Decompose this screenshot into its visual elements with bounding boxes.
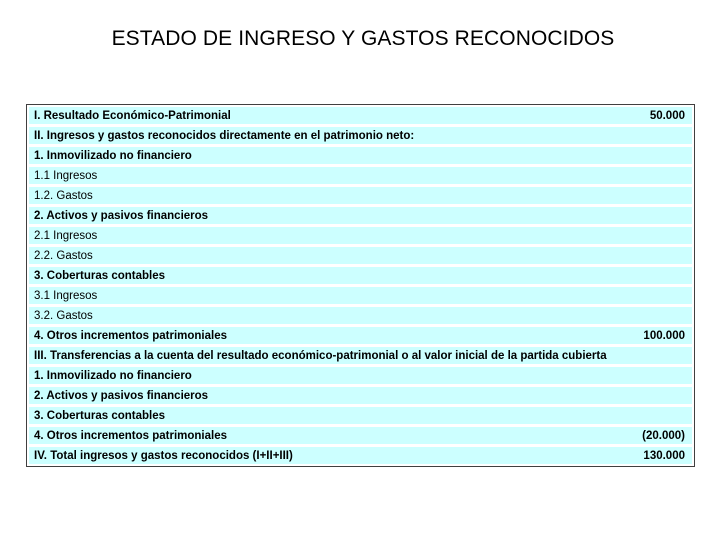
- row-label: 1. Inmovilizado no financiero: [34, 369, 192, 382]
- row-label: 3.1 Ingresos: [34, 289, 98, 302]
- table-row: [29, 227, 692, 244]
- table-row: [29, 147, 692, 164]
- row-value: 100.000: [643, 329, 685, 342]
- row-label: 4. Otros incrementos patrimoniales: [34, 329, 228, 342]
- row-value: 130.000: [643, 449, 685, 462]
- row-label: IV. Total ingresos y gastos reconocidos (I+II+III): [34, 449, 293, 462]
- table-row: [29, 267, 692, 284]
- row-label: II. Ingresos y gastos reconocidos directamente en el patrimonio neto:: [34, 129, 415, 142]
- row-label: 1.2. Gastos: [34, 189, 93, 202]
- table-row: [29, 307, 692, 324]
- row-value: (20.000): [642, 429, 685, 442]
- table-row: [29, 387, 692, 404]
- row-label: 3. Coberturas contables: [34, 409, 166, 422]
- table-row: [29, 327, 692, 344]
- row-label: 4. Otros incrementos patrimoniales: [34, 429, 228, 442]
- table-row: [29, 427, 692, 444]
- table-row: [29, 167, 692, 184]
- row-label: 3. Coberturas contables: [34, 269, 166, 282]
- row-label: 3.2. Gastos: [34, 309, 93, 322]
- table-row: [29, 367, 692, 384]
- table-row: [29, 107, 692, 124]
- page-title: ESTADO DE INGRESO Y GASTOS RECONOCIDOS: [111, 27, 615, 50]
- table-row: [29, 347, 692, 364]
- row-label: III. Transferencias a la cuenta del resultado económico-patrimonial o al valor inicial de la partida cubierta: [34, 349, 607, 362]
- row-label: 1.1 Ingresos: [34, 169, 98, 182]
- row-label: 2. Activos y pasivos financieros: [34, 209, 209, 222]
- table-row: [29, 447, 692, 464]
- table-row: [29, 127, 692, 144]
- table-row: [29, 207, 692, 224]
- table-row: [29, 247, 692, 264]
- row-label: 2.1 Ingresos: [34, 229, 98, 242]
- row-label: 2.2. Gastos: [34, 249, 93, 262]
- row-label: 2. Activos y pasivos financieros: [34, 389, 209, 402]
- row-value: 50.000: [649, 109, 685, 122]
- table-row: [29, 287, 692, 304]
- table-row: [29, 407, 692, 424]
- table-row: [29, 187, 692, 204]
- row-label: I. Resultado Económico-Patrimonial: [34, 109, 231, 122]
- row-label: 1. Inmovilizado no financiero: [34, 149, 192, 162]
- statement-table: [26, 104, 695, 467]
